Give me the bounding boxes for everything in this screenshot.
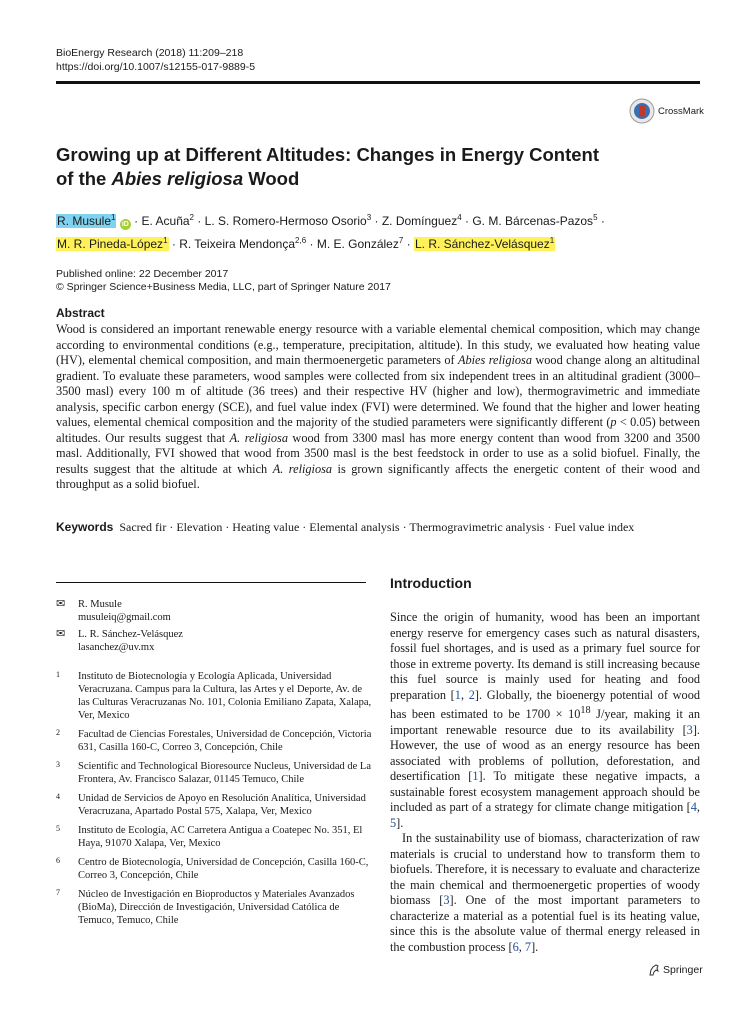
citation-link[interactable]: 2 <box>468 687 475 702</box>
affiliation-number: 1 <box>56 670 60 679</box>
author-affil-sup: 1 <box>163 236 168 245</box>
author-name: L. R. Sánchez-Velásquez <box>414 237 550 251</box>
author-name: M. E. González <box>316 237 399 251</box>
copyright-line: © Springer Science+Business Media, LLC, part of Springer Nature 2017 <box>56 281 391 293</box>
citation-link[interactable]: 3 <box>686 722 693 737</box>
springer-horse-icon <box>648 964 660 976</box>
abstract-species: Abies religiosa <box>457 353 532 367</box>
author-separator: · <box>371 214 382 228</box>
contact-name: L. R. Sánchez-Velásquez <box>78 629 183 640</box>
article-title <box>56 143 656 191</box>
author-highlight[interactable] <box>56 237 169 251</box>
abstract-text-part: Wood is considered an important renewable energy resource with a variable elemental chemical composition, which may change according to environmental conditions (e.g., temperature, precipitation, altitude). In this study, we evaluated how heating value (HV), elemental chemical composition, and main thermoenergetic parameters of <box>56 322 700 367</box>
keywords-label: Keywords <box>56 520 114 534</box>
keywords-list: Sacred fir · Elevation · Heating value · Elemental analysis · Thermogravimetric analysis · Fuel value index <box>119 520 635 534</box>
intro-text-part: ]. To mitigate these negative impacts, a sustainable forest ecosystem management approach should be included as part of a strategy for climate change mitigation [ <box>390 769 700 815</box>
abstract-heading: Abstract <box>56 306 105 320</box>
author-affil-sup: 1 <box>111 213 116 222</box>
intro-text-part: ]. Globally, the bioenergy potential of wood has been estimated to be 1700 × 10 <box>390 687 700 722</box>
abstract-species: A. religiosa <box>272 461 333 476</box>
citation-separator: , <box>460 687 469 702</box>
intro-text-part: ]. However, the use of wood as an energy resource has been associated with problems of pollution, deforestation, and desertification [ <box>390 722 700 784</box>
envelope-icon: ✉ <box>56 628 66 640</box>
doi-link[interactable]: https://doi.org/10.1007/s12155-017-9889-5 <box>56 61 256 73</box>
intro-text-part: J/year, making it an important renewable resource due to its availability [ <box>390 707 700 737</box>
author-name: E. Acuña <box>141 214 190 228</box>
affiliation-number: 4 <box>56 792 60 801</box>
published-date: Published online: 22 December 2017 <box>56 268 229 280</box>
citation-link[interactable]: 6 <box>512 939 519 954</box>
affiliation-number: 5 <box>56 824 60 833</box>
affiliation-text: Scientific and Technological Bioresource Nucleus, Universidad de La Frontera, Av. Francisco Salazar, 01145 Temuco, Chile <box>78 761 371 785</box>
footnote-rule <box>56 582 366 583</box>
crossmark-badge[interactable] <box>629 98 704 124</box>
intro-text-part: In the sustainability use of biomass, characterization of raw materials is crucial to understand how to transform them to biofuels. Therefore, it is necessary to evaluate and characterize the main chemical and thermoenergetic properties of woody biomass [ <box>390 831 700 908</box>
abstract-species: A. religiosa <box>229 430 288 445</box>
affiliation-number: 3 <box>56 760 60 769</box>
publisher-name: Springer <box>663 964 703 976</box>
citation-link[interactable]: 3 <box>443 893 450 908</box>
abstract-text-part: wood from 3300 masl has more energy content than wood from 3200 and 3500 masl. Additionally, FVI showed that wood from 3500 masl is the best feedstock in order to use as a solid biofuel. Finally, the results suggest that the altitude at which <box>56 430 700 476</box>
affiliation-item <box>56 760 372 786</box>
publication-info <box>56 268 391 294</box>
abstract-text-part: wood change along an altitudinal gradient. To evaluate these parameters, wood samples were collected from six independent trees in an altitudinal gradient (3000–3500 masl) every 100 m of altitude (36 trees) and their respective HV (higher and low), thermogravimetric and immediate analysis, specific carbon energy (SCE), and fuel value index (FVI) were determined. We found that the higher and lower heating values, elemental chemical composition and the majority of the studied parameters were significantly different ( <box>56 353 700 429</box>
citation-separator: , <box>518 939 525 954</box>
contact-name: R. Musule <box>78 599 122 610</box>
citation-link[interactable]: 7 <box>524 939 532 954</box>
contact-email[interactable]: lasanchez@uv.mx <box>78 642 155 653</box>
introduction-body <box>390 610 700 955</box>
affiliation-number: 2 <box>56 728 60 737</box>
author-affil-sup: 1 <box>549 236 555 245</box>
orcid-icon[interactable]: iD <box>121 221 129 228</box>
title-species: Abies religiosa <box>111 168 244 189</box>
affiliation-item <box>56 670 372 722</box>
author-separator: · <box>306 237 317 251</box>
author-affil-sup: 5 <box>593 213 598 222</box>
author-highlight[interactable] <box>56 214 116 228</box>
intro-text-part: Since the origin of humanity, wood has been an important energy reserve for emergency cases such as natural disasters, fossil fuel shortages, and is used as a primary fuel source for those in extreme poverty. Its demand is still increasing because this fuel source is mainly used for heating and food preparation [ <box>390 610 700 702</box>
author-name: R. Teixeira Mendonça <box>179 237 296 251</box>
citation-link[interactable]: 4 <box>690 800 697 815</box>
affiliation-number: 6 <box>56 856 60 865</box>
title-line-2-pre: of the <box>56 168 112 189</box>
author-affil-sup: 3 <box>366 213 372 222</box>
affiliation-text: Núcleo de Investigación en Bioproductos y Materiales Avanzados (BioMa), Dirección de Investigación, Universidad Católica de Temuco, Temuco, Chile <box>78 889 355 926</box>
correspondence <box>56 598 366 658</box>
author-separator: · <box>168 237 180 251</box>
contact-email[interactable]: musuleiq@gmail.com <box>78 612 171 623</box>
intro-text-part: ]. <box>531 939 539 954</box>
introduction-heading: Introduction <box>390 575 472 591</box>
intro-text-part: ]. <box>396 815 404 830</box>
exponent: 18 <box>580 705 591 716</box>
affiliation-text: Instituto de Ecología, AC Carretera Antigua a Coatepec No. 351, El Haya, 91070 Xalapa, Ver, Mexico <box>78 825 363 849</box>
crossmark-icon <box>629 98 655 124</box>
affiliation-item <box>56 888 372 927</box>
author-affil-sup: 2 <box>189 213 194 222</box>
affiliation-item <box>56 856 372 882</box>
affiliation-text: Unidad de Servicios de Apoyo en Resolución Analítica, Universidad Veracruzana, Apartado Postal 575, Xalapa, Ver, Mexico <box>78 793 366 817</box>
author-separator: · <box>403 237 414 251</box>
journal-citation: BioEnergy Research (2018) 11:209–218 <box>56 47 244 59</box>
title-line-2-post: Wood <box>243 168 300 189</box>
contact-entry <box>56 628 366 654</box>
intro-paragraph-1 <box>390 610 700 831</box>
author-separator: · <box>597 214 605 228</box>
citation-separator: , <box>696 800 700 815</box>
author-highlight[interactable] <box>414 237 555 251</box>
affiliation-item <box>56 792 372 818</box>
author-separator: · <box>461 214 473 228</box>
abstract-text-part: < 0.05) between altitudes. Our results suggest that <box>56 415 700 445</box>
author-affil-sup: 4 <box>457 213 462 222</box>
header-rule <box>56 81 700 84</box>
affiliation-item <box>56 728 372 754</box>
author-list <box>56 208 706 254</box>
envelope-icon: ✉ <box>56 598 66 610</box>
author-separator: · <box>130 214 142 228</box>
abstract-body <box>56 322 700 493</box>
intro-text-part: ]. One of the most important parameters to characterize a material as a potential fuel is its heating value, since this is the absolute value of thermal energy released in the combustion process [ <box>390 893 700 954</box>
contact-entry <box>56 598 366 624</box>
citation-link[interactable]: 5 <box>390 815 397 830</box>
author-name: M. R. Pineda-López <box>57 237 164 251</box>
author-name: L. S. Romero-Hermoso Osorio <box>204 214 367 228</box>
crossmark-label: CrossMark <box>658 105 704 117</box>
affiliation-text: Centro de Biotecnología, Universidad de Concepción, Casilla 160-C, Correo 3, Concepción, Chile <box>78 857 369 881</box>
citation-link[interactable]: 1 <box>454 687 461 702</box>
author-name: Z. Domínguez <box>381 214 458 228</box>
author-separator: · <box>194 214 205 228</box>
intro-paragraph-2 <box>390 831 700 955</box>
publisher-footer <box>648 964 703 976</box>
author-name: G. M. Bárcenas-Pazos <box>472 214 594 228</box>
journal-header <box>56 46 255 74</box>
affiliations <box>56 670 372 933</box>
affiliation-text: Facultad de Ciencias Forestales, Universidad de Concepción, Victoria 631, Casilla 160-C, Correo 3, Concepción, Chile <box>78 729 372 753</box>
affiliation-item <box>56 824 372 850</box>
keywords <box>56 520 700 535</box>
author-affil-sup: 7 <box>398 236 404 245</box>
affiliation-number: 7 <box>56 888 60 897</box>
title-line-1: Growing up at Different Altitudes: Changes in Energy Content <box>56 144 600 165</box>
abstract-p-symbol: p <box>610 415 617 429</box>
affiliation-text: Instituto de Biotecnología y Ecología Aplicada, Universidad Veracruzana. Campus para la Cultura, las Artes y el Deporte, Av. de las Culturas Veracruzanas No. 101, Colonia Emiliano Zapata, Xalapa, Ver, Mexico <box>78 671 372 721</box>
abstract-text-part: is grown significantly affects the energetic content of their wood and throughput as a solid biofuel. <box>56 461 700 491</box>
author-name: R. Musule <box>57 214 112 228</box>
citation-link[interactable]: 1 <box>472 769 479 784</box>
author-affil-sup: 2,6 <box>295 236 307 245</box>
